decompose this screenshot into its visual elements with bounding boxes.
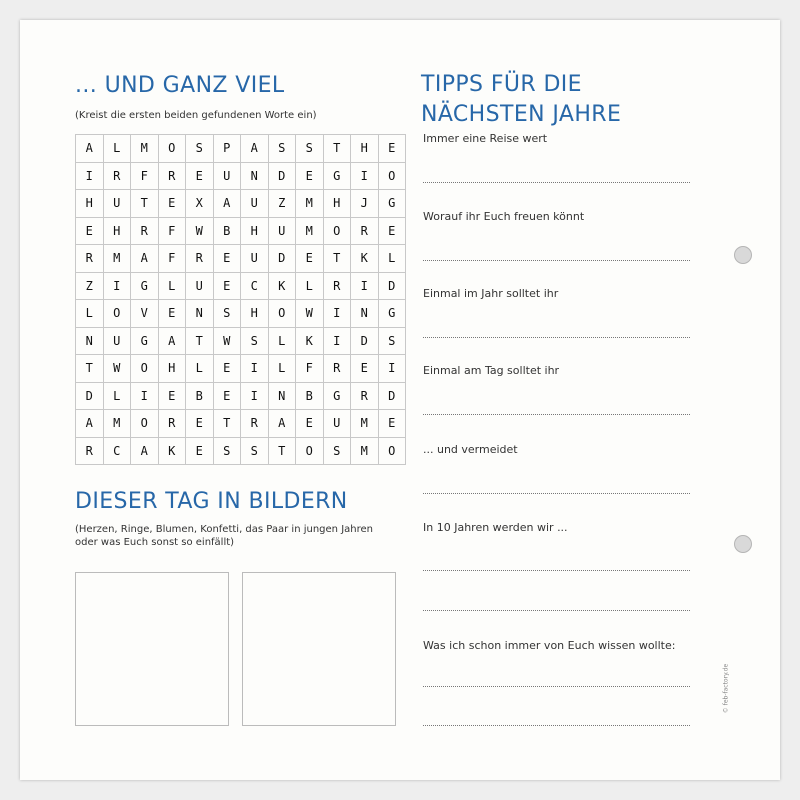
wordsearch-letter[interactable]: A	[214, 190, 242, 218]
wordsearch-letter[interactable]: U	[214, 163, 242, 191]
wordsearch-letter[interactable]: M	[131, 135, 159, 163]
wordsearch-letter[interactable]: E	[186, 163, 214, 191]
answer-line[interactable]	[423, 337, 690, 338]
wordsearch-letter[interactable]: E	[76, 218, 104, 246]
wordsearch-letter[interactable]: B	[296, 383, 324, 411]
wordsearch-letter[interactable]: E	[214, 383, 242, 411]
wordsearch-letter[interactable]: O	[379, 438, 407, 466]
wordsearch-letter[interactable]: H	[241, 218, 269, 246]
wordsearch-letter[interactable]: M	[296, 190, 324, 218]
wordsearch-letter[interactable]: L	[269, 355, 297, 383]
wordsearch-letter[interactable]: P	[214, 135, 242, 163]
wordsearch-letter[interactable]: M	[104, 410, 132, 438]
wordsearch-letter[interactable]: E	[186, 410, 214, 438]
wordsearch-letter[interactable]: O	[131, 355, 159, 383]
wordsearch-letter[interactable]: S	[296, 135, 324, 163]
wordsearch-letter[interactable]: O	[379, 163, 407, 191]
tip-prompt-travel: Immer eine Reise wert	[423, 132, 548, 145]
wordsearch-letter[interactable]: E	[159, 190, 187, 218]
wordsearch-letter[interactable]: O	[104, 300, 132, 328]
tip-prompt-once-a-day: Einmal am Tag solltet ihr	[423, 364, 560, 377]
wordsearch-letter[interactable]: E	[214, 245, 242, 273]
photos-title: DIESER TAG IN BILDERN	[75, 489, 348, 514]
photos-instruction-line2: oder was Euch sonst so einfällt)	[75, 537, 235, 548]
wordsearch-letter[interactable]: R	[324, 273, 352, 301]
tip-prompt-once-a-year: Einmal im Jahr solltet ihr	[423, 287, 559, 300]
wordsearch-letter[interactable]: K	[159, 438, 187, 466]
wordsearch-letter[interactable]: I	[131, 383, 159, 411]
wordsearch-letter[interactable]: S	[379, 328, 407, 356]
wordsearch-letter[interactable]: H	[351, 135, 379, 163]
wordsearch-letter[interactable]: U	[241, 190, 269, 218]
answer-line[interactable]	[423, 260, 690, 261]
answer-line[interactable]	[423, 570, 690, 571]
wordsearch-grid	[75, 134, 406, 465]
wordsearch-letter[interactable]: T	[131, 190, 159, 218]
wordsearch-letter[interactable]: E	[351, 355, 379, 383]
wordsearch-letter[interactable]: E	[159, 300, 187, 328]
wordsearch-letter[interactable]: K	[296, 328, 324, 356]
wordsearch-letter[interactable]: S	[241, 438, 269, 466]
wordsearch-letter[interactable]: G	[131, 273, 159, 301]
wordsearch-letter[interactable]: L	[296, 273, 324, 301]
wordsearch-letter[interactable]: T	[324, 135, 352, 163]
guestbook-page	[20, 20, 780, 780]
tip-prompt-always-wanted-to-know: Was ich schon immer von Euch wissen wollte:	[423, 639, 676, 652]
wordsearch-letter[interactable]: S	[269, 135, 297, 163]
wordsearch-letter[interactable]: V	[131, 300, 159, 328]
wordsearch-letter[interactable]: L	[379, 245, 407, 273]
wordsearch-letter[interactable]: S	[324, 438, 352, 466]
tip-prompt-look-forward: Worauf ihr Euch freuen könnt	[423, 210, 585, 223]
wordsearch-letter[interactable]: A	[131, 245, 159, 273]
answer-line[interactable]	[423, 182, 690, 183]
wordsearch-letter[interactable]: S	[186, 135, 214, 163]
wordsearch-letter[interactable]: W	[104, 355, 132, 383]
wordsearch-letter[interactable]: S	[241, 328, 269, 356]
wordsearch-letter[interactable]: R	[159, 163, 187, 191]
wordsearch-letter[interactable]: F	[159, 245, 187, 273]
answer-line[interactable]	[423, 414, 690, 415]
wordsearch-letter[interactable]: U	[241, 245, 269, 273]
wordsearch-letter[interactable]: U	[104, 328, 132, 356]
wordsearch-letter[interactable]: R	[351, 218, 379, 246]
wordsearch-letter[interactable]: J	[351, 190, 379, 218]
answer-line[interactable]	[423, 686, 690, 687]
binder-hole-bottom	[734, 535, 752, 553]
wordsearch-letter[interactable]: D	[76, 383, 104, 411]
wordsearch-letter[interactable]: S	[214, 300, 242, 328]
wordsearch-letter[interactable]: E	[296, 163, 324, 191]
wordsearch-letter[interactable]: U	[104, 190, 132, 218]
wordsearch-instruction: (Kreist die ersten beiden gefundenen Worte ein)	[75, 110, 317, 121]
wordsearch-letter[interactable]: O	[296, 438, 324, 466]
wordsearch-letter[interactable]: L	[76, 300, 104, 328]
wordsearch-letter[interactable]: T	[269, 438, 297, 466]
wordsearch-letter[interactable]: L	[269, 328, 297, 356]
wordsearch-letter[interactable]: T	[324, 245, 352, 273]
wordsearch-letter[interactable]: G	[379, 190, 407, 218]
wordsearch-letter[interactable]: E	[379, 410, 407, 438]
wordsearch-letter[interactable]: E	[296, 245, 324, 273]
wordsearch-letter[interactable]: N	[269, 383, 297, 411]
wordsearch-letter[interactable]: R	[76, 438, 104, 466]
wordsearch-letter[interactable]: K	[351, 245, 379, 273]
wordsearch-letter[interactable]: N	[351, 300, 379, 328]
wordsearch-letter[interactable]: Z	[269, 190, 297, 218]
wordsearch-letter[interactable]: F	[296, 355, 324, 383]
wordsearch-letter[interactable]: D	[269, 163, 297, 191]
wordsearch-letter[interactable]: R	[351, 383, 379, 411]
wordsearch-letter[interactable]: E	[159, 383, 187, 411]
wordsearch-letter[interactable]: U	[324, 410, 352, 438]
wordsearch-letter[interactable]: T	[214, 410, 242, 438]
wordsearch-letter[interactable]: H	[159, 355, 187, 383]
wordsearch-letter[interactable]: I	[104, 273, 132, 301]
photos-instruction-line1: (Herzen, Ringe, Blumen, Konfetti, das Paar in jungen Jahren	[75, 524, 373, 535]
wordsearch-letter[interactable]: D	[269, 245, 297, 273]
wordsearch-letter[interactable]: D	[379, 273, 407, 301]
wordsearch-letter[interactable]: R	[131, 218, 159, 246]
wordsearch-letter[interactable]: O	[269, 300, 297, 328]
wordsearch-letter[interactable]: N	[186, 300, 214, 328]
tip-prompt-in-10-years: In 10 Jahren werden wir ...	[423, 521, 568, 534]
wordsearch-letter[interactable]: G	[324, 383, 352, 411]
wordsearch-letter[interactable]: I	[324, 300, 352, 328]
wordsearch-letter[interactable]: N	[241, 163, 269, 191]
tips-title-line1: TIPPS FÜR DIE	[421, 72, 582, 97]
wordsearch-letter[interactable]: G	[131, 328, 159, 356]
wordsearch-letter[interactable]: O	[159, 135, 187, 163]
wordsearch-letter[interactable]: A	[241, 135, 269, 163]
wordsearch-letter[interactable]: G	[324, 163, 352, 191]
wordsearch-letter[interactable]: E	[214, 355, 242, 383]
wordsearch-letter[interactable]: I	[241, 383, 269, 411]
wordsearch-letter[interactable]: I	[351, 163, 379, 191]
wordsearch-letter[interactable]: B	[186, 383, 214, 411]
wordsearch-letter[interactable]: E	[379, 135, 407, 163]
wordsearch-letter[interactable]: U	[269, 218, 297, 246]
answer-line[interactable]	[423, 610, 690, 611]
wordsearch-letter[interactable]: T	[186, 328, 214, 356]
wordsearch-letter[interactable]: U	[186, 273, 214, 301]
wordsearch-letter[interactable]: D	[351, 328, 379, 356]
wordsearch-letter[interactable]: H	[76, 190, 104, 218]
wordsearch-letter[interactable]: A	[76, 410, 104, 438]
wordsearch-letter[interactable]: I	[241, 355, 269, 383]
photo-frame-left	[75, 572, 229, 726]
wordsearch-letter[interactable]: A	[76, 135, 104, 163]
wordsearch-letter[interactable]: L	[186, 355, 214, 383]
photo-frame-right	[242, 572, 396, 726]
wordsearch-letter[interactable]: I	[76, 163, 104, 191]
copyright-note: © feb-factory.de	[722, 663, 730, 714]
wordsearch-letter[interactable]: R	[104, 163, 132, 191]
wordsearch-letter[interactable]: S	[214, 438, 242, 466]
wordsearch-letter[interactable]: F	[159, 218, 187, 246]
wordsearch-letter[interactable]: R	[241, 410, 269, 438]
wordsearch-letter[interactable]: E	[296, 410, 324, 438]
wordsearch-letter[interactable]: W	[214, 328, 242, 356]
wordsearch-letter[interactable]: I	[379, 355, 407, 383]
wordsearch-letter[interactable]: B	[214, 218, 242, 246]
wordsearch-letter[interactable]: H	[241, 300, 269, 328]
wordsearch-letter[interactable]: W	[186, 218, 214, 246]
wordsearch-letter[interactable]: L	[104, 383, 132, 411]
wordsearch-letter[interactable]: L	[104, 135, 132, 163]
wordsearch-letter[interactable]: H	[324, 190, 352, 218]
wordsearch-letter[interactable]: R	[76, 245, 104, 273]
wordsearch-letter[interactable]: D	[379, 383, 407, 411]
answer-line[interactable]	[423, 725, 690, 726]
wordsearch-letter[interactable]: Z	[76, 273, 104, 301]
wordsearch-letter[interactable]: I	[351, 273, 379, 301]
wordsearch-letter[interactable]: W	[296, 300, 324, 328]
wordsearch-letter[interactable]: K	[269, 273, 297, 301]
wordsearch-letter[interactable]: T	[76, 355, 104, 383]
answer-line[interactable]	[423, 493, 690, 494]
wordsearch-letter[interactable]: N	[76, 328, 104, 356]
wordsearch-title: ... UND GANZ VIEL	[75, 73, 285, 98]
wordsearch-letter[interactable]: L	[159, 273, 187, 301]
wordsearch-letter[interactable]: R	[186, 245, 214, 273]
wordsearch-letter[interactable]: I	[324, 328, 352, 356]
wordsearch-letter[interactable]: M	[296, 218, 324, 246]
wordsearch-letter[interactable]: O	[324, 218, 352, 246]
tip-prompt-avoid: ... und vermeidet	[423, 443, 518, 456]
wordsearch-letter[interactable]: M	[351, 410, 379, 438]
wordsearch-letter[interactable]: O	[131, 410, 159, 438]
wordsearch-letter[interactable]: A	[131, 438, 159, 466]
wordsearch-letter[interactable]: E	[186, 438, 214, 466]
wordsearch-letter[interactable]: R	[324, 355, 352, 383]
wordsearch-letter[interactable]: M	[104, 245, 132, 273]
wordsearch-letter[interactable]: X	[186, 190, 214, 218]
wordsearch-letter[interactable]: E	[214, 273, 242, 301]
wordsearch-letter[interactable]: A	[159, 328, 187, 356]
wordsearch-letter[interactable]: G	[379, 300, 407, 328]
wordsearch-letter[interactable]: M	[351, 438, 379, 466]
wordsearch-letter[interactable]: F	[131, 163, 159, 191]
wordsearch-letter[interactable]: C	[241, 273, 269, 301]
wordsearch-letter[interactable]: A	[269, 410, 297, 438]
wordsearch-letter[interactable]: R	[159, 410, 187, 438]
wordsearch-letter[interactable]: C	[104, 438, 132, 466]
binder-hole-top	[734, 246, 752, 264]
tips-title-line2: NÄCHSTEN JAHRE	[421, 102, 622, 127]
wordsearch-letter[interactable]: E	[379, 218, 407, 246]
wordsearch-letter[interactable]: H	[104, 218, 132, 246]
